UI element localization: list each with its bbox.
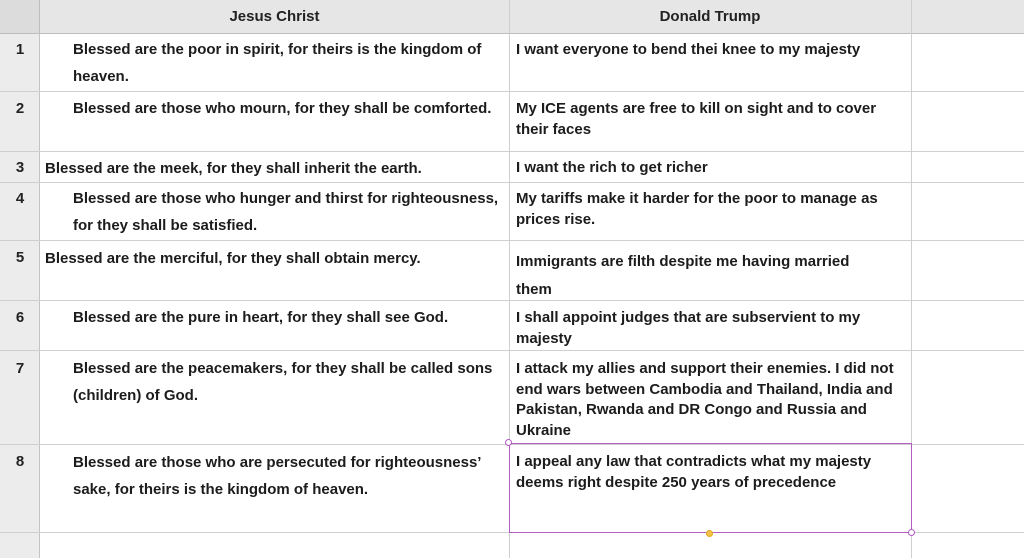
row-number[interactable]: 7 — [15, 360, 25, 377]
row-number[interactable]: 3 — [15, 159, 25, 176]
trump-cell[interactable]: My ICE agents are free to kill on sight and to cover their faces — [516, 100, 877, 138]
trump-cell[interactable]: I want everyone to bend thei knee to my majesty — [516, 41, 861, 58]
row-divider — [0, 350, 1024, 351]
row-number[interactable]: 6 — [15, 309, 25, 326]
trump-cell[interactable]: I want the rich to get richer — [516, 159, 708, 176]
selection-handle[interactable] — [908, 529, 915, 536]
row-divider — [0, 91, 1024, 92]
jesus-cell[interactable]: Blessed are the merciful, for they shall obtain mercy. — [45, 250, 421, 267]
selection-handle[interactable] — [505, 439, 512, 446]
row-number[interactable]: 1 — [15, 41, 25, 58]
trump-cell[interactable]: Immigrants are filth despite me having married them — [516, 253, 850, 298]
jesus-cell[interactable]: Blessed are those who mourn, for they shall be comforted. — [73, 100, 492, 117]
trump-cell[interactable]: I appeal any law that contradicts what my majesty deems right despite 250 years of precedence — [516, 453, 872, 491]
autofill-handle[interactable] — [706, 530, 713, 537]
row-divider — [0, 182, 1024, 183]
trump-cell[interactable]: My tariffs make it harder for the poor to manage as prices rise. — [516, 190, 878, 228]
select-all-corner[interactable] — [0, 0, 40, 34]
row-number[interactable]: 8 — [15, 453, 25, 470]
row-number[interactable]: 5 — [15, 249, 25, 266]
trump-cell[interactable]: I attack my allies and support their enemies. I did not end wars between Cambodia and Thailand, India and Pakistan, Rwanda and DR Congo and Russia and Ukraine — [516, 360, 894, 439]
jesus-cell[interactable]: Blessed are those who hunger and thirst for righteousness, for they shall be satisfied. — [73, 190, 499, 234]
row-number[interactable]: 4 — [15, 190, 25, 207]
trump-cell[interactable]: I shall appoint judges that are subservient to my majesty — [516, 309, 861, 347]
column-header-trump[interactable]: Donald Trump — [659, 8, 761, 25]
jesus-cell[interactable]: Blessed are the peacemakers, for they shall be called sons (children) of God. — [73, 360, 493, 404]
jesus-cell[interactable]: Blessed are the pure in heart, for they shall see God. — [73, 309, 449, 326]
jesus-cell[interactable]: Blessed are those who are persecuted for righteousness’ sake, for theirs is the kingdom of heaven. — [73, 454, 481, 498]
row-header-column — [0, 0, 40, 558]
row-divider — [0, 240, 1024, 241]
jesus-cell[interactable]: Blessed are the meek, for they shall inherit the earth. — [45, 160, 422, 177]
jesus-cell[interactable]: Blessed are the poor in spirit, for theirs is the kingdom of heaven. — [73, 41, 482, 85]
column-header-jesus[interactable]: Jesus Christ — [229, 8, 320, 25]
row-number[interactable]: 2 — [15, 100, 25, 117]
row-divider — [0, 151, 1024, 152]
selected-cell-outline — [509, 443, 912, 533]
